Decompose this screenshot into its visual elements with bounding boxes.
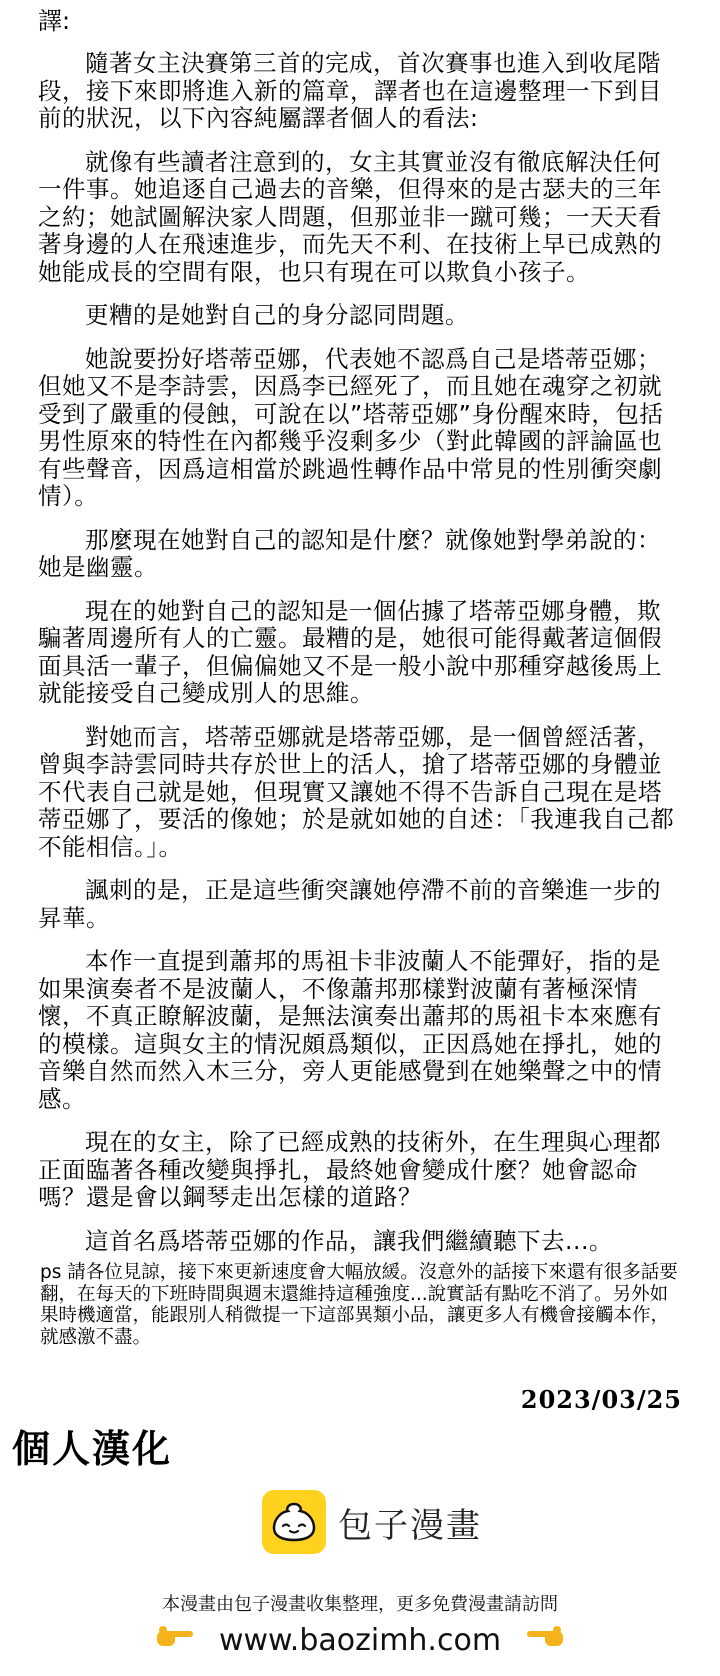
paragraph: 那麼現在她對自己的認知是什麼？就像她對學弟說的：她是幽靈。: [38, 525, 661, 581]
paragraph: 現在的女主，除了已經成熟的技術外，在生理與心理都正面臨著各種改變與掙扎，最終她會變成什麼？她會認命嗎？還是會以鋼琴走出怎樣的道路？: [38, 1128, 661, 1211]
translation-group-name: 個人漢化: [12, 1426, 173, 1471]
paragraph: 對她而言，塔蒂亞娜就是塔蒂亞娜，是一個曾經活著，曾與李詩雲同時共存於世上的活人，搶了塔蒂亞娜的身體並不代表自己就是她，但現實又讓她不得不告訴自己現在是塔蒂亞娜了，要活的像她；於是就如她的自述：「我連我自己都不能相信。」。: [38, 722, 675, 861]
site-url-link[interactable]: www.baozimh.com: [218, 1623, 502, 1658]
paragraph: 現在的她對自己的認知是一個佔據了塔蒂亞娜身體，欺騙著周邊所有人的亡靈。最糟的是，她很可能得戴著這個假面具活一輩子，但偏偏她又不是一般小說中那種穿越後馬上就能接受自己變成別人的思維。: [38, 596, 662, 707]
baozi-logo-icon: [262, 1490, 326, 1554]
brand-block[interactable]: [262, 1490, 482, 1554]
paragraph: 她說要扮好塔蒂亞娜，代表她不認爲自己是塔蒂亞娜；但她又不是李詩雲，因爲李已經死了，而且她在魂穿之初就受到了嚴重的侵蝕，可說在以”塔蒂亞娜”身份醒來時，包括男性原來的特性在內都幾乎沒剩多少（對此韓國的評論區也有些聲音，因爲這相當於跳過性轉作品中常見的性別衝突劇情）。: [38, 344, 664, 510]
pointing-right-hand-icon: [155, 1623, 195, 1658]
note-date: 2023/03/25: [520, 1385, 682, 1414]
paragraph: 隨著女主決賽第三首的完成，首次賽事也進入到收尾階段，接下來即將進入新的篇章，譯者也在這邊整理一下到目前的狀況，以下內容純屬譯者個人的看法:: [38, 49, 662, 132]
paragraph: 更糟的是她對自己的身分認同問題。: [85, 301, 469, 329]
site-notice: 本漫畫由包子漫畫收集整理，更多免費漫畫請訪問: [162, 1594, 558, 1615]
brand-name: 包子漫畫: [338, 1505, 482, 1546]
paragraph: 這首名爲塔蒂亞娜的作品，讓我們繼續聽下去...。: [85, 1226, 613, 1255]
paragraph: 本作一直提到蕭邦的馬祖卡非波蘭人不能彈好，指的是如果演奏者不是波蘭人，不像蕭邦那樣對波蘭有著極深情懷，不真正瞭解波蘭，是無法演奏出蕭邦的馬祖卡本來應有的模樣。這與女主的情況頗爲類似，正因爲她在掙扎，她的音樂自然而然入木三分，旁人更能感覺到在她樂聲之中的情感。: [38, 947, 662, 1113]
paragraph: 就像有些讀者注意到的，女主其實並沒有徹底解決任何一件事。她追逐自己過去的音樂，但得來的是古瑟夫的三年之約；她試圖解決家人問題，但那並非一蹴可幾；一天天看著身邊的人在飛速進步，而先天不利、在技術上早已成熟的她能成長的空間有限，也只有現在可以欺負小孩子。: [38, 147, 662, 286]
pointing-left-hand-icon: [525, 1623, 565, 1658]
site-url-row: [0, 1622, 720, 1658]
note-heading: 譯:: [38, 7, 71, 35]
paragraph: 諷刺的是，正是這些衝突讓她停滯不前的音樂進一步的昇華。: [38, 876, 661, 932]
note-body: [38, 50, 680, 1271]
ps-note: ps 請各位見諒，接下來更新速度會大幅放緩。沒意外的話接下來還有很多話要翻，在每天的下班時間與週末還維持這種強度...說實話有點吃不消了。另外如果時機適當，能跟別人稍微提一下這部異類小品，讓更多人有機會接觸本作，就感激不盡。: [40, 1262, 678, 1348]
